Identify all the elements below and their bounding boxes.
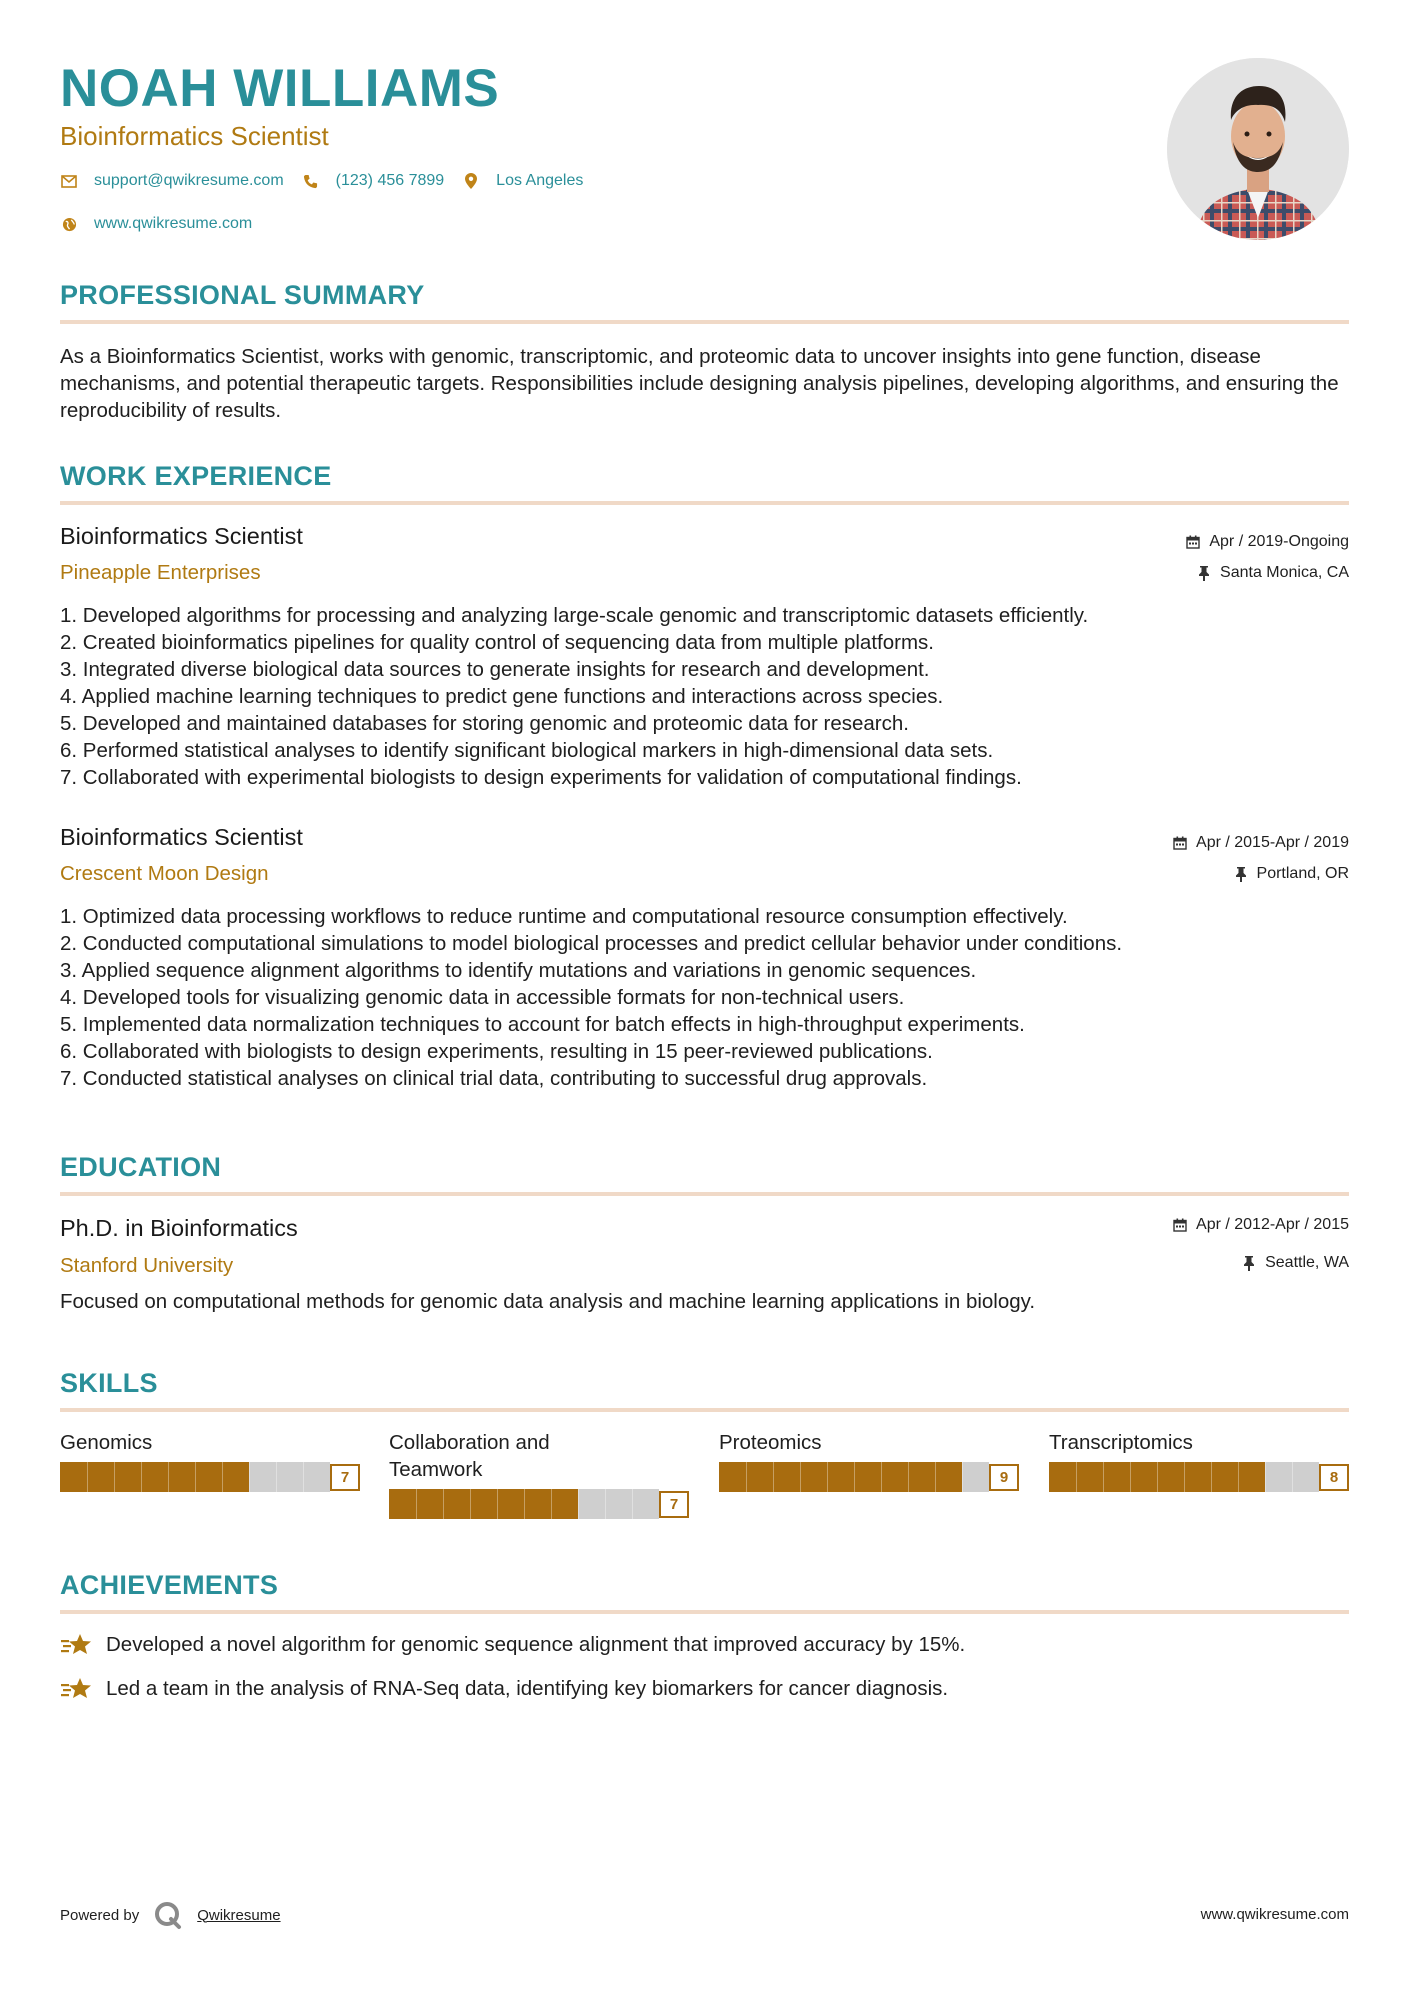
skill-bar-segment xyxy=(1265,1462,1266,1492)
achievements-divider xyxy=(60,1610,1349,1614)
list-item: 3. Applied sequence alignment algorithms to identify mutations and variations in genomic sequences. xyxy=(60,959,977,982)
list-item: 3. Integrated diverse biological data sources to generate insights for research and development. xyxy=(60,658,930,681)
skills-divider xyxy=(60,1408,1349,1412)
skill-level-badge: 9 xyxy=(989,1464,1019,1491)
profile-photo xyxy=(1167,58,1349,240)
education-location-text: Seattle, WA xyxy=(1265,1254,1349,1271)
summary-divider xyxy=(60,320,1349,324)
list-item: 2. Conducted computational simulations to model biological processes and predict cellular behavior under conditions. xyxy=(60,932,1123,955)
list-item: 5. Developed and maintained databases for storing genomic and proteomic data for research. xyxy=(60,712,909,735)
skill-bar-fill xyxy=(719,1462,962,1492)
skill-bar-track xyxy=(719,1462,989,1492)
skill-bar-segment xyxy=(497,1489,498,1519)
skill-bar-segment xyxy=(222,1462,223,1492)
skill-bar-segment xyxy=(773,1462,774,1492)
skill-bar-segment xyxy=(524,1489,525,1519)
school-name: Stanford University xyxy=(60,1254,234,1277)
phone-number[interactable]: (123) 456 7899 xyxy=(335,172,445,189)
contact-row xyxy=(60,172,601,190)
calendar-icon xyxy=(1185,534,1201,550)
education-dates xyxy=(1172,1216,1349,1234)
footer-website-link[interactable]: www.qwikresume.com xyxy=(1200,1906,1349,1923)
skill-bar-segment xyxy=(168,1462,169,1492)
list-item: 1. Optimized data processing workflows to reduce runtime and computational resource consumption effectively. xyxy=(60,905,1068,928)
email-link[interactable]: support@qwikresume.com xyxy=(94,172,284,189)
achievement-item xyxy=(60,1674,948,1704)
skill-bar-segment xyxy=(1238,1462,1239,1492)
shooting-star-icon xyxy=(60,1630,94,1660)
skill-bar-track xyxy=(1049,1462,1319,1492)
experience-heading: WORK EXPERIENCE xyxy=(60,461,332,491)
list-item: 4. Applied machine learning techniques to predict gene functions and interactions across species. xyxy=(60,685,944,708)
skill-bar xyxy=(719,1462,1019,1492)
list-item: 4. Developed tools for visualizing genomic data in accessible formats for non-technical users. xyxy=(60,986,905,1009)
candidate-role: Bioinformatics Scientist xyxy=(60,121,329,151)
education-divider xyxy=(60,1192,1349,1196)
powered-by-label: Powered by xyxy=(60,1906,140,1924)
skill-name: Proteomics xyxy=(719,1431,822,1454)
calendar-icon xyxy=(1172,1217,1188,1233)
skill-bar-segment xyxy=(1292,1462,1293,1492)
skill-bar-segment xyxy=(551,1489,552,1519)
pushpin-icon xyxy=(1241,1255,1257,1271)
achievement-item xyxy=(60,1630,965,1660)
skill-bar xyxy=(1049,1462,1349,1492)
footer-powered-by xyxy=(60,1900,281,1930)
skill-bar xyxy=(60,1462,360,1492)
skill-bar-track xyxy=(60,1462,330,1492)
education-description: Focused on computational methods for genomic data analysis and machine learning applications in biology. xyxy=(60,1290,1036,1313)
location-pin-icon xyxy=(462,172,480,190)
job-dates xyxy=(1185,533,1349,551)
skill-bar-segment xyxy=(470,1489,471,1519)
skill-bar-segment xyxy=(578,1489,579,1519)
job-duties-list xyxy=(60,602,1349,791)
skill-bar-segment xyxy=(632,1489,633,1519)
skill-bar-segment xyxy=(854,1462,855,1492)
skill-genomics xyxy=(60,1429,360,1492)
job-dates-text: Apr / 2019-Ongoing xyxy=(1209,533,1349,550)
list-item: 6. Performed statistical analyses to identify significant biological markers in high-dimensional data sets. xyxy=(60,739,994,762)
job-title: Bioinformatics Scientist xyxy=(60,824,303,850)
achievement-text: Developed a novel algorithm for genomic sequence alignment that improved accuracy by 15%. xyxy=(106,1633,966,1656)
skill-bar-segment xyxy=(605,1489,606,1519)
website-link[interactable]: www.qwikresume.com xyxy=(94,215,253,232)
skill-bar-segment xyxy=(1157,1462,1158,1492)
skill-bar-segment xyxy=(1130,1462,1131,1492)
skill-proteomics xyxy=(719,1429,1019,1492)
skill-name: Transcriptomics xyxy=(1049,1431,1193,1454)
education-dates-text: Apr / 2012-Apr / 2015 xyxy=(1196,1216,1349,1233)
experience-divider xyxy=(60,501,1349,505)
email-icon xyxy=(60,172,78,190)
skill-bar-segment xyxy=(1103,1462,1104,1492)
globe-icon xyxy=(60,215,78,233)
pushpin-icon xyxy=(1233,866,1249,882)
skill-bar-track xyxy=(389,1489,659,1519)
skill-bar-segment xyxy=(827,1462,828,1492)
skills-heading: SKILLS xyxy=(60,1368,158,1398)
list-item: 7. Collaborated with experimental biologists to design experiments for validation of computational findings. xyxy=(60,766,1022,789)
qwikresume-brand-link[interactable]: Qwikresume xyxy=(197,1906,281,1924)
skill-bar-segment xyxy=(1184,1462,1185,1492)
skill-bar-segment xyxy=(87,1462,88,1492)
skill-bar-fill xyxy=(60,1462,249,1492)
skill-name: Collaboration and Teamwork xyxy=(389,1431,550,1481)
skill-bar-segment xyxy=(443,1489,444,1519)
degree-title: Ph.D. in Bioinformatics xyxy=(60,1215,298,1241)
skill-bar-segment xyxy=(141,1462,142,1492)
phone-icon xyxy=(302,172,320,190)
skill-bar-segment xyxy=(935,1462,936,1492)
skill-level-badge: 8 xyxy=(1319,1464,1349,1491)
skill-bar-segment xyxy=(1211,1462,1212,1492)
skill-bar-segment xyxy=(800,1462,801,1492)
skill-name: Genomics xyxy=(60,1431,153,1454)
skill-bar-segment xyxy=(962,1462,963,1492)
skill-level-badge: 7 xyxy=(330,1464,360,1491)
skill-level-badge: 7 xyxy=(659,1491,689,1518)
website-row xyxy=(60,215,270,233)
skill-transcriptomics xyxy=(1049,1429,1349,1492)
skill-bar-segment xyxy=(1076,1462,1077,1492)
list-item: 2. Created bioinformatics pipelines for quality control of sequencing data from multiple platforms. xyxy=(60,631,934,654)
skill-bar xyxy=(389,1489,689,1519)
list-item: 7. Conducted statistical analyses on clinical trial data, contributing to successful drug approvals. xyxy=(60,1067,928,1090)
skill-bar-segment xyxy=(746,1462,747,1492)
skill-bar-segment xyxy=(303,1462,304,1492)
list-item: 1. Developed algorithms for processing and analyzing large-scale genomic and transcriptomic datasets efficiently. xyxy=(60,604,1089,627)
job-location-text: Santa Monica, CA xyxy=(1220,564,1349,581)
skill-bar-segment xyxy=(114,1462,115,1492)
pushpin-icon xyxy=(1196,565,1212,581)
job-location xyxy=(1233,865,1349,883)
skill-bar-segment xyxy=(195,1462,196,1492)
skill-bar-segment xyxy=(416,1489,417,1519)
job-dates-text: Apr / 2015-Apr / 2019 xyxy=(1196,834,1349,851)
job-company: Pineapple Enterprises xyxy=(60,561,261,584)
job-company: Crescent Moon Design xyxy=(60,862,269,885)
job-title: Bioinformatics Scientist xyxy=(60,523,303,549)
list-item: 6. Collaborated with biologists to design experiments, resulting in 15 peer-reviewed publications. xyxy=(60,1040,933,1063)
skill-bar-segment xyxy=(249,1462,250,1492)
education-location xyxy=(1241,1254,1349,1272)
achievement-text: Led a team in the analysis of RNA-Seq data, identifying key biomarkers for cancer diagnosis. xyxy=(106,1677,949,1700)
education-heading: EDUCATION xyxy=(60,1152,222,1182)
job-location xyxy=(1196,564,1349,582)
job-location-text: Portland, OR xyxy=(1256,865,1349,882)
shooting-star-icon xyxy=(60,1674,94,1704)
qwikresume-logo-icon xyxy=(153,1900,183,1930)
job-duties-list xyxy=(60,903,1349,1092)
achievements-heading: ACHIEVEMENTS xyxy=(60,1570,279,1600)
candidate-name: NOAH WILLIAMS xyxy=(60,59,500,118)
skill-bar-segment xyxy=(908,1462,909,1492)
skill-bar-segment xyxy=(881,1462,882,1492)
calendar-icon xyxy=(1172,835,1188,851)
skill-bar-fill xyxy=(389,1489,578,1519)
summary-heading: PROFESSIONAL SUMMARY xyxy=(60,280,425,310)
skill-collaboration xyxy=(389,1429,689,1519)
skill-bar-segment xyxy=(276,1462,277,1492)
list-item: 5. Implemented data normalization techniques to account for batch effects in high-throughput experiments. xyxy=(60,1013,1025,1036)
location-text: Los Angeles xyxy=(496,172,584,189)
job-dates xyxy=(1172,834,1349,852)
summary-text: As a Bioinformatics Scientist, works with genomic, transcriptomic, and proteomic data to uncover insights into gene function, disease mechanisms, and potential therapeutic targets. Responsibilities include designing analysis pipelines, developing algorithms, and ensuring the reproducibility of results. xyxy=(60,345,1339,422)
